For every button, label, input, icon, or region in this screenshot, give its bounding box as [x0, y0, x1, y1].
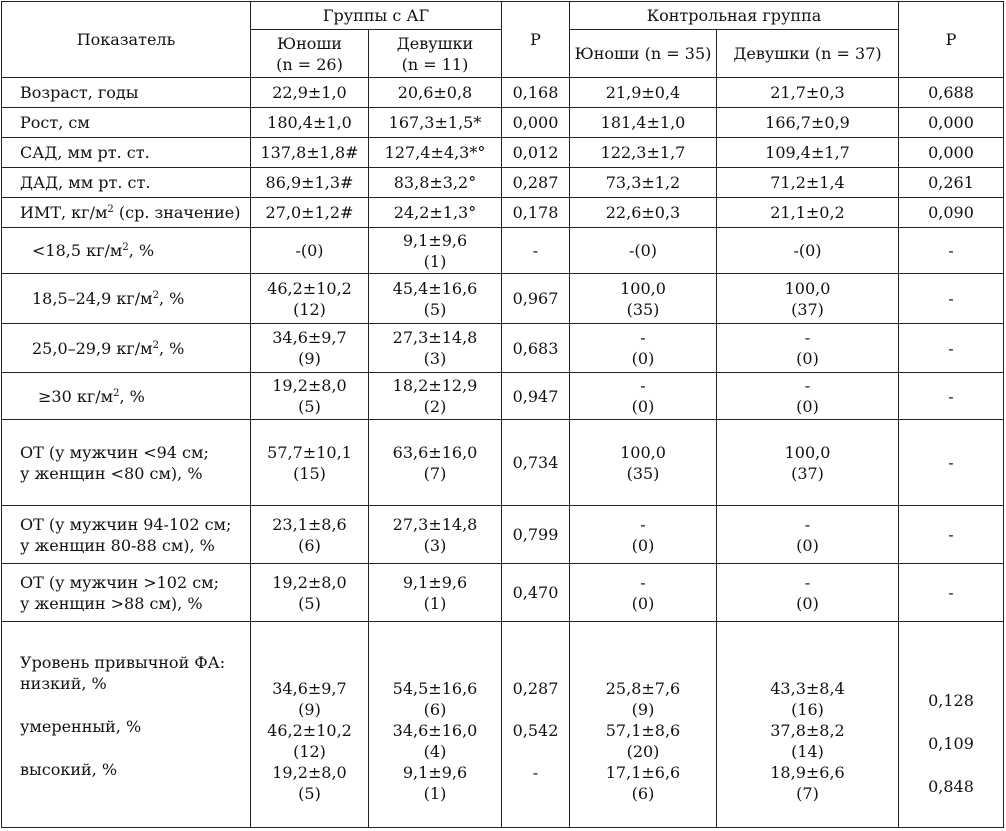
control-boys-value: [570, 78, 717, 108]
control-girls-value: [717, 564, 899, 622]
pa-control-boys-line: 25,8±7,6: [605, 679, 681, 698]
control-girls-value: [717, 108, 899, 138]
control-boys-value-line: (35): [626, 463, 660, 483]
control-girls-value: [717, 78, 899, 108]
pa-control-girls-line: (14): [791, 742, 824, 761]
pa-ag-boys-line: 34,6±9,7: [272, 679, 347, 698]
indicator-header: Показатель: [2, 2, 251, 78]
ag-girls-title: Девушки: [396, 33, 474, 53]
control-boys-value-line: (0): [631, 349, 655, 368]
table-row: [2, 228, 1004, 274]
pa-control-girls-line: 18,9±6,6: [770, 763, 845, 782]
label-text-suffix: , %: [158, 338, 185, 358]
ag-boys-value-line: (5): [298, 593, 321, 613]
p-value-ag: 0,799: [502, 506, 570, 564]
label-text: <18,5 кг/м: [32, 241, 123, 260]
label-superscript: 2: [152, 290, 159, 301]
physical-activity-label: [2, 622, 251, 828]
control-boys-value-line: (0): [631, 397, 655, 416]
pa-p-control: [899, 622, 1004, 828]
control-girls-value-line: (0): [796, 397, 819, 416]
control-boys-value-line: -: [640, 514, 646, 534]
p-value-control: -: [899, 420, 1004, 506]
ag-boys-value: [251, 506, 369, 564]
pa-control-boys-line: 57,1±8,6: [605, 721, 681, 740]
row-label: [2, 324, 251, 373]
ag-boys-value-line: (5): [298, 397, 321, 416]
row-label: [2, 198, 251, 228]
p-value-control: -: [899, 506, 1004, 564]
pa-p-ag-line: -: [532, 763, 539, 782]
ag-boys-value-line: 57,7±10,1: [267, 442, 352, 462]
label-text: 25,0–29,9 кг/м: [32, 338, 153, 358]
ag-girls-value: [369, 564, 502, 622]
ag-boys-value-line: 180,4±1,0: [267, 113, 352, 132]
ag-girls-value-line: 18,2±12,9: [392, 376, 478, 395]
ag-girls-value: [369, 78, 502, 108]
row-label-line: у женщин >88 см), %: [20, 593, 203, 613]
control-boys-value-line: 22,6±0,3: [605, 203, 681, 222]
row-label: [2, 373, 251, 420]
p-value-ag: 0,012: [502, 138, 570, 168]
pa-ag-boys-line: (9): [298, 700, 321, 719]
control-girls-value: [717, 168, 899, 198]
control-boys-value: [570, 506, 717, 564]
pa-p-ag-line: 0,542: [512, 721, 559, 740]
row-label-line: ОТ (у мужчин >102 см;: [20, 572, 220, 592]
ag-boys-value-line: 23,1±8,6: [272, 514, 347, 534]
ag-girls-header: [369, 30, 502, 78]
ag-girls-value-line: 9,1±9,6: [402, 230, 468, 250]
ag-boys-value: [251, 78, 369, 108]
pa-control-boys-line: (20): [626, 742, 660, 761]
pa-control-boys-line: (9): [631, 700, 655, 719]
table-row: [2, 168, 1004, 198]
table-row: [2, 198, 1004, 228]
control-girls-value-line: -: [804, 328, 811, 347]
control-boys-value-line: 21,9±0,4: [605, 83, 681, 102]
control-boys-value-line: 100,0: [620, 442, 666, 462]
header-row-1: [2, 2, 1004, 30]
ag-boys-value: [251, 108, 369, 138]
control-boys-value: [570, 274, 717, 324]
pa-p-control-line: 0,128: [928, 691, 974, 710]
control-boys-value-line: 122,3±1,7: [600, 143, 686, 162]
ag-girls-value-line: 9,1±9,6: [402, 572, 468, 592]
pa-control-boys-line: (6): [631, 784, 655, 803]
pa-level-label: низкий, %: [20, 674, 107, 693]
control-boys-value: [570, 228, 717, 274]
ag-boys-value-line: (12): [293, 299, 326, 319]
control-girls-value-line: (0): [796, 535, 819, 555]
ag-girls-value-line: (3): [423, 535, 447, 555]
ag-boys-value: [251, 138, 369, 168]
ag-boys-value-line: 22,9±1,0: [272, 83, 347, 102]
ag-boys-value: [251, 564, 369, 622]
ag-girls-value-line: 45,4±16,6: [392, 278, 478, 298]
control-boys-value: [570, 420, 717, 506]
pa-ag-girls-line: (6): [423, 700, 447, 719]
pa-ag-boys: [251, 622, 369, 828]
ag-girls-value-line: (7): [423, 463, 447, 483]
control-boys-value-line: 181,4±1,0: [600, 113, 686, 132]
ag-girls-value-line: 27,3±14,8: [392, 328, 478, 347]
table-body: [2, 2, 1004, 828]
ag-girls-value-line: 83,8±3,2°: [393, 173, 477, 192]
pa-p-ag: [502, 622, 570, 828]
ag-girls-value-line: 63,6±16,0: [392, 442, 478, 462]
label-superscript: 2: [152, 339, 159, 351]
p-value-control: -: [899, 564, 1004, 622]
ag-group-header: Группы с АГ: [251, 2, 502, 30]
ag-boys-value: [251, 373, 369, 420]
row-label-line: ДАД, мм рт. ст.: [20, 173, 151, 192]
control-girls-value-line: -(0): [793, 241, 822, 260]
ag-girls-value: [369, 228, 502, 274]
ag-boys-value: [251, 420, 369, 506]
control-girls-value-line: (0): [796, 349, 819, 368]
control-girls-value-line: (37): [791, 463, 824, 483]
row-label-line: ОТ (у мужчин <94 см;: [20, 442, 209, 462]
label-text: 18,5–24,9 кг/м: [32, 289, 153, 308]
row-label: [2, 228, 251, 274]
table-row: [2, 78, 1004, 108]
pa-ag-boys-line: 46,2±10,2: [267, 721, 352, 740]
ag-boys-value-line: 137,8±1,8#: [260, 143, 359, 162]
ag-boys-value-line: (15): [293, 463, 326, 483]
pa-ag-girls-line: (1): [423, 784, 447, 803]
results-table: [1, 1, 1004, 828]
pa-ag-girls: [369, 622, 502, 828]
p-value-control: 0,000: [899, 138, 1004, 168]
p-value-header-2: P: [899, 2, 1004, 78]
control-boys-value-line: 73,3±1,2: [605, 173, 681, 192]
control-group-header: Контрольная группа: [570, 2, 899, 30]
control-girls-header: Девушки (n = 37): [717, 30, 899, 78]
ag-girls-value-line: (5): [423, 299, 447, 319]
label-text: ≥30 кг/м: [38, 386, 114, 406]
control-boys-value-line: (0): [631, 593, 655, 613]
p-value-ag: 0,168: [502, 78, 570, 108]
physical-activity-row: [2, 622, 1004, 828]
p-value-control: 0,261: [899, 168, 1004, 198]
control-girls-value-line: 109,4±1,7: [765, 143, 850, 162]
ag-girls-count: (n = 11): [401, 54, 469, 74]
label-text: ИМТ, кг/м: [20, 203, 108, 222]
control-girls-value-line: 100,0: [784, 278, 831, 298]
ag-boys-value-line: -(0): [295, 241, 324, 260]
control-girls-value-line: (0): [796, 593, 819, 613]
control-boys-header: Юноши (n = 35): [570, 30, 717, 78]
p-value-control: -: [899, 274, 1004, 324]
pa-p-control-line: 0,109: [928, 734, 974, 753]
p-value-ag: 0,734: [502, 420, 570, 506]
ag-girls-value-line: (1): [423, 593, 447, 613]
p-value-ag: 0,947: [502, 373, 570, 420]
pa-ag-girls-line: 34,6±16,0: [392, 721, 478, 740]
row-label: [2, 506, 251, 564]
table-row: [2, 274, 1004, 324]
pa-control-boys: [570, 622, 717, 828]
ag-boys-value: [251, 228, 369, 274]
control-girls-value-line: -: [804, 514, 811, 534]
row-label-line: Возраст, годы: [20, 83, 139, 102]
label-superscript: 2: [113, 387, 120, 399]
control-boys-value: [570, 373, 717, 420]
ag-boys-value: [251, 168, 369, 198]
ag-girls-value: [369, 324, 502, 373]
p-value-ag: 0,470: [502, 564, 570, 622]
control-boys-value: [570, 138, 717, 168]
table-row: [2, 108, 1004, 138]
pa-control-girls-line: 37,8±8,2: [770, 721, 845, 740]
ag-boys-value: [251, 324, 369, 373]
ag-girls-value-line: 167,3±1,5*: [388, 113, 482, 132]
ag-boys-value-line: 34,6±9,7: [272, 328, 347, 347]
control-girls-value-line: 166,7±0,9: [765, 113, 850, 132]
ag-boys-value-line: 19,2±8,0: [272, 376, 347, 395]
control-girls-value: [717, 506, 899, 564]
row-label-line: у женщин 80-88 см), %: [20, 535, 215, 555]
ag-girls-value-line: 24,2±1,3°: [393, 203, 477, 222]
row-label-line: ОТ (у мужчин 94-102 см;: [20, 514, 232, 534]
control-boys-value-line: -: [640, 328, 646, 347]
control-girls-value: [717, 373, 899, 420]
control-girls-value: [717, 198, 899, 228]
control-boys-value: [570, 198, 717, 228]
pa-ag-girls-line: 54,5±16,6: [392, 679, 478, 698]
control-girls-value-line: 21,1±0,2: [770, 203, 845, 222]
p-value-control: 0,000: [899, 108, 1004, 138]
control-boys-value: [570, 108, 717, 138]
control-girls-value-line: 71,2±1,4: [770, 173, 845, 192]
control-girls-value-line: -: [804, 376, 811, 395]
row-label: [2, 274, 251, 324]
row-label-line: у женщин <80 см), %: [20, 463, 203, 483]
ag-girls-value: [369, 373, 502, 420]
label-text-suffix: (ср. значение): [113, 203, 241, 222]
p-value-control: -: [899, 228, 1004, 274]
pa-control-girls-line: (16): [791, 700, 824, 719]
ag-girls-value: [369, 138, 502, 168]
row-label: [2, 108, 251, 138]
pa-ag-boys-line: (5): [298, 784, 321, 803]
ag-boys-value: [251, 198, 369, 228]
label-text-suffix: , %: [119, 386, 145, 406]
control-girls-value-line: (37): [791, 299, 824, 319]
label-text-suffix: , %: [128, 241, 155, 260]
ag-boys-value-line: (9): [298, 349, 321, 368]
label-superscript: 2: [107, 204, 114, 215]
pa-ag-boys-line: (12): [293, 742, 326, 761]
ag-girls-value: [369, 506, 502, 564]
row-label: [2, 564, 251, 622]
ag-girls-value-line: (3): [423, 349, 447, 368]
control-boys-value-line: -: [640, 376, 646, 395]
label-superscript: 2: [122, 242, 129, 253]
pa-p-control-line: 0,848: [928, 777, 974, 796]
pa-label-heading: Уровень привычной ФА:: [20, 653, 226, 672]
pa-level-label: умеренный, %: [20, 717, 142, 736]
pa-ag-boys-line: 19,2±8,0: [272, 763, 347, 782]
ag-boys-header: [251, 30, 369, 78]
pa-control-girls: [717, 622, 899, 828]
p-value-control: -: [899, 373, 1004, 420]
pa-control-girls-line: 43,3±8,4: [770, 679, 845, 698]
ag-boys-count: (n = 26): [276, 54, 343, 74]
p-value-control: 0,090: [899, 198, 1004, 228]
pa-level-label: высокий, %: [20, 760, 118, 779]
pa-control-girls-line: (7): [796, 784, 819, 803]
ag-girls-value: [369, 198, 502, 228]
p-value-header-1: P: [502, 2, 570, 78]
control-boys-value: [570, 564, 717, 622]
p-value-ag: 0,178: [502, 198, 570, 228]
row-label-line: Рост, см: [20, 113, 90, 132]
control-boys-value: [570, 168, 717, 198]
ag-boys-value-line: 46,2±10,2: [267, 278, 352, 298]
ag-girls-value-line: 27,3±14,8: [392, 514, 478, 534]
label-text-suffix: , %: [158, 289, 185, 308]
control-boys-value-line: 100,0: [620, 278, 666, 298]
table-row: [2, 564, 1004, 622]
control-girls-value-line: -: [804, 572, 811, 592]
ag-girls-value-line: 127,4±4,3*°: [384, 143, 486, 162]
control-boys-value-line: -: [640, 572, 646, 592]
p-value-ag: 0,967: [502, 274, 570, 324]
ag-boys-value: [251, 274, 369, 324]
ag-boys-value-line: 27,0±1,2#: [265, 203, 354, 222]
p-value-ag: 0,683: [502, 324, 570, 373]
ag-girls-value-line: (2): [423, 397, 447, 416]
control-boys-value-line: (0): [631, 535, 655, 555]
ag-boys-title: Юноши: [277, 33, 342, 53]
pa-ag-girls-line: 9,1±9,6: [402, 763, 468, 782]
p-value-ag: 0,000: [502, 108, 570, 138]
control-girls-value-line: 21,7±0,3: [770, 83, 845, 102]
control-girls-value: [717, 324, 899, 373]
pa-ag-girls-line: (4): [423, 742, 447, 761]
pa-control-boys-line: 17,1±6,6: [605, 763, 681, 782]
row-label-line: САД, мм рт. ст.: [20, 143, 150, 162]
table-row: [2, 506, 1004, 564]
ag-girls-value: [369, 108, 502, 138]
ag-girls-value: [369, 168, 502, 198]
pa-p-ag-line: 0,287: [512, 679, 559, 698]
table-row: [2, 420, 1004, 506]
ag-girls-value-line: (1): [423, 251, 447, 271]
row-label: [2, 420, 251, 506]
control-girls-value: [717, 274, 899, 324]
p-value-control: 0,688: [899, 78, 1004, 108]
table-row: [2, 373, 1004, 420]
table-row: [2, 324, 1004, 373]
row-label: [2, 138, 251, 168]
control-girls-value-line: 100,0: [784, 442, 831, 462]
table-row: [2, 138, 1004, 168]
row-label: [2, 168, 251, 198]
control-boys-value-line: (35): [626, 299, 660, 319]
control-boys-value-line: -(0): [628, 241, 658, 260]
ag-girls-value: [369, 274, 502, 324]
p-value-ag: 0,287: [502, 168, 570, 198]
row-label: [2, 78, 251, 108]
ag-boys-value-line: 19,2±8,0: [272, 572, 347, 592]
control-girls-value: [717, 138, 899, 168]
control-girls-value: [717, 228, 899, 274]
ag-girls-value-line: 20,6±0,8: [397, 83, 473, 102]
control-boys-value: [570, 324, 717, 373]
p-value-control: -: [899, 324, 1004, 373]
ag-boys-value-line: 86,9±1,3#: [265, 173, 354, 192]
p-value-ag: -: [502, 228, 570, 274]
control-girls-value: [717, 420, 899, 506]
ag-girls-value: [369, 420, 502, 506]
ag-boys-value-line: (6): [298, 535, 321, 555]
